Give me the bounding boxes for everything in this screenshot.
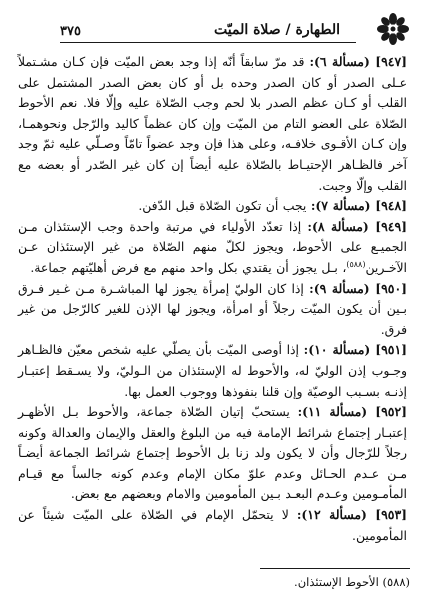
issue-label: [٩٥١] (مسألة ١٠):: [303, 342, 407, 358]
footnote-text: الأحوط الإستئذان.: [294, 575, 383, 589]
page-number: ٣٧٥: [60, 24, 81, 39]
issue-label: [٩٥٣] (مسألة ١٢):: [296, 507, 407, 523]
issue-label: [٩٤٨] (مسألة ٧):: [310, 198, 407, 214]
issue-text: يجب أن تكون الصّلاة قبل الدّفن.: [138, 198, 311, 214]
footnote: [50, 574, 410, 590]
issue-label: [٩٥٢] (مسألة ١١):: [297, 404, 407, 420]
paragraph-953: [18, 505, 407, 546]
issue-text: لا يتحمّل الإمام في الصّلاة على الميّت شيئاً عن المأمومين.: [18, 507, 407, 543]
paragraph-951: [18, 340, 407, 402]
issue-text-continued: ، بـل يجوز أن يقتدي بكل واحد منهم مع فرض أهليّتهم جماعة.: [30, 259, 347, 275]
header-rule: [60, 42, 356, 43]
footnote-marker: (٥٨٨): [382, 575, 410, 589]
page-header: [60, 16, 390, 46]
paragraph-949: [18, 217, 407, 279]
paragraph-952: [18, 402, 407, 505]
body-text: [18, 52, 407, 546]
issue-text: إذا تعدّد الأولياء في مرتبة واحدة وجب الإستئذان مـن الجميـع على الأحوط، ويجوز لكلّ منهم الصّلاة من غير الإستئذان عـن الآخـرين: [18, 218, 407, 275]
ornament-flower-icon: [374, 12, 412, 46]
issue-text: يستحبّ إتيان الصّلاة جماعة، والأحوط بـل الأظهـر إعتبـار إجتماع شرائط الإمامة فيه من البلوغ والعقل والإيمان والعدالة وكونه رجلاً للرّجال وأن لا يكون ولد زنا بل الأحوط إجتماع شرائط الجماعة أيضـاً مـن عـدم الحـائل وعدم علوّ مكان الإمام وعدم كونه جالساً مع قيـام المأمـومين وعـدم البعـد بـين المأمومين والامام وبعضهم مع بعض.: [18, 404, 407, 502]
issue-label: [٩٤٩] (مسألة ٨):: [307, 218, 407, 234]
issue-label: [٩٤٧] (مسألة ٦):: [309, 54, 407, 69]
footnote-rule: [260, 568, 410, 569]
footnote-reference[interactable]: (٥٨٨): [346, 259, 366, 269]
issue-text: إذا أوصى الميّت بأن يصلّي عليه شخص معيّن فالظـاهر وجـوب إذن الوليّ له، والأحوط له الإستئذان من الـوليّ، ولا يسـقط إعتبـار إذنـه بسـبب الوصيّة وإن قلنا بنفوذها ووجوب العمل بها.: [18, 342, 407, 399]
issue-label: [٩٥٠] (مسألة ٩):: [309, 280, 407, 296]
paragraph-950: [18, 279, 407, 341]
running-title: الطهارة / صلاة الميّت: [214, 22, 340, 38]
issue-text: إذا كان الوليّ إمرأة يجوز لها المباشـرة مـن غـير فـرق بـين أن يكون الميّت رجلاً أو امرأة، ويجوز لها الإذن للغير كالرّجل من غير فرق.: [18, 280, 407, 337]
paragraph-948: [18, 196, 407, 217]
paragraph-947: [18, 52, 407, 196]
issue-text: قد مرّ سابقاً أنّه إذا وجد بعض الميّت فإن كـان مشـتملاً عـلى الصدر أو كان الصدر وحده بل أو كان بعض الصدر المشتمل على القلب أو كـان عظم الصدر بلا لحم وجب الصّلاة عليه وإلّا فلا. نعم الأحوط الصّلاة على العضو التام من الميّت وإن كان عظماً كاليد والرّجل ونحوهمـا، وإن كـان الأقـوى خلافـه، وعلى هذا فإن وجد عضواً تامّاً وصـلّي عليه ثمّ وجد آخر فالظـاهر الإحتيـاط بالصّلاة عليه أيضاً إن كان غير الصّدر أو بعضه مع القلب وإلّا وجبت.: [18, 54, 407, 193]
